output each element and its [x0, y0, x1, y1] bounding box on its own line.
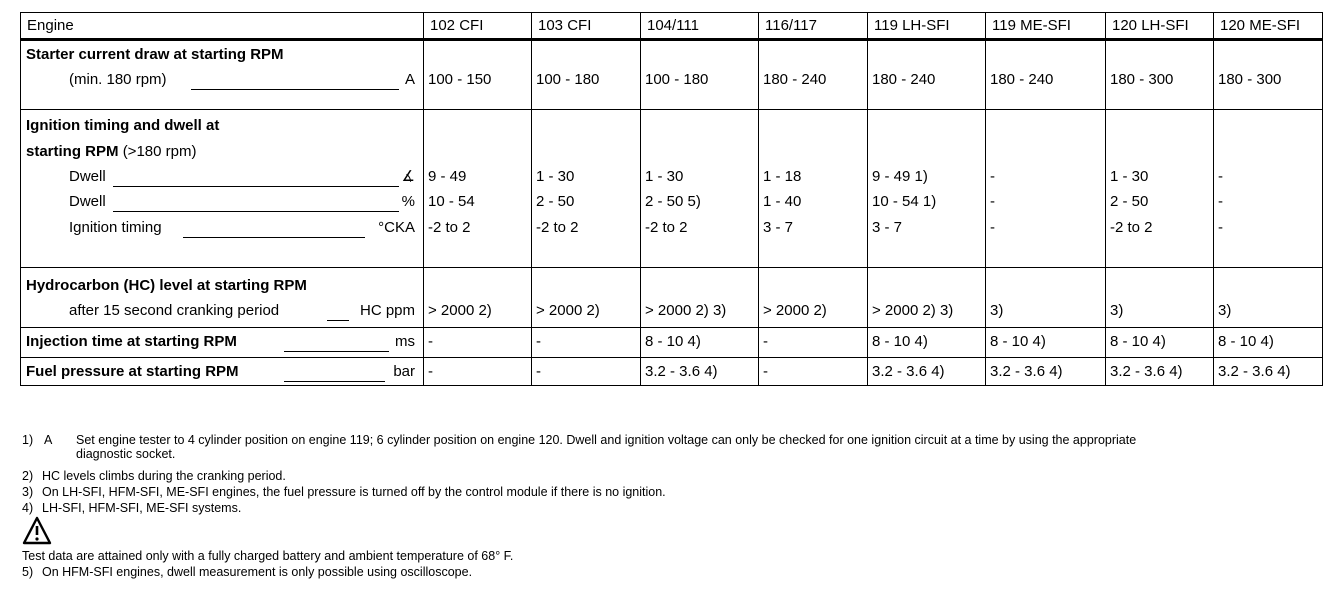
table-cell: -: [536, 333, 541, 351]
table-cell: 3.2 - 3.6 4): [645, 362, 718, 380]
dwell-angle-label: Dwell: [69, 168, 106, 186]
table-cell: 2 - 50: [1110, 193, 1149, 211]
table-cell: 8 - 10 4): [1110, 333, 1166, 351]
table-cell: 3.2 - 3.6 4): [1218, 362, 1291, 380]
table-cell: 3): [1110, 302, 1124, 320]
dwell-angle-unit: ∡: [401, 168, 415, 186]
table-cell: -: [1218, 219, 1223, 237]
footnote-number: 1): [22, 433, 34, 447]
table-cell: 100 - 150: [428, 71, 492, 89]
fuel-title: Fuel pressure at starting RPM: [26, 362, 239, 380]
footnote-number: 2): [22, 469, 34, 483]
table-cell: 180 - 240: [763, 71, 827, 89]
table-cell: -: [1218, 193, 1223, 211]
leader-line: [191, 89, 399, 90]
header-col: 119 LH-SFI: [868, 13, 986, 40]
starter-row: [21, 40, 1323, 110]
dwell-percent-label: Dwell: [69, 193, 106, 211]
starter-unit: A: [404, 71, 415, 89]
header-col: 104/111: [641, 13, 759, 40]
footnote-number: 5): [22, 565, 34, 579]
footnote-number: 3): [22, 485, 34, 499]
table-cell: > 2000 2) 3): [872, 302, 954, 320]
table-cell: -: [536, 362, 541, 380]
header-col: 119 ME-SFI: [986, 13, 1106, 40]
injection-unit: ms: [395, 333, 415, 351]
table-cell: 3): [990, 302, 1004, 320]
table-cell: 8 - 10 4): [1218, 333, 1274, 351]
table-cell: 180 - 300: [1110, 71, 1174, 89]
table-cell: 8 - 10 4): [872, 333, 928, 351]
table-cell: 10 - 54 1): [872, 193, 937, 211]
table-cell: 1 - 30: [1110, 168, 1149, 186]
table-cell: -: [428, 333, 433, 351]
table-cell: -: [763, 362, 768, 380]
injection-title: Injection time at starting RPM: [26, 333, 237, 351]
fuel-row: [21, 357, 1323, 385]
table-cell: 1 - 30: [645, 168, 684, 186]
leader-line: [183, 237, 365, 238]
table-cell: 2 - 50: [536, 193, 575, 211]
starter-label-cell: [21, 40, 424, 110]
footnote-prefix: A: [44, 433, 53, 447]
footnote-1-continued: diagnostic socket.: [76, 447, 176, 461]
injection-row: [21, 328, 1323, 357]
table-cell: -: [428, 362, 433, 380]
header-engine-label: Engine: [21, 13, 424, 40]
hc-unit: HC ppm: [359, 302, 415, 320]
table-cell: 100 - 180: [536, 71, 600, 89]
hc-title: Hydrocarbon (HC) level at starting RPM: [26, 277, 307, 295]
table-cell: 8 - 10 4): [990, 333, 1046, 351]
table-cell: -2 to 2: [645, 219, 688, 237]
header-col: 120 LH-SFI: [1106, 13, 1214, 40]
table-cell: -2 to 2: [428, 219, 471, 237]
leader-line: [113, 211, 399, 212]
table-cell: > 2000 2) 3): [645, 302, 727, 320]
leader-line: [284, 351, 389, 352]
table-cell: 100 - 180: [645, 71, 709, 89]
footnote-number: 4): [22, 501, 34, 515]
footnote-text: LH-SFI, HFM-SFI, ME-SFI systems.: [42, 501, 242, 515]
header-col: 116/117: [759, 13, 868, 40]
ignition-label-cell: [21, 110, 424, 268]
table-cell: 2 - 50 5): [645, 193, 701, 211]
table-cell: 9 - 49 1): [872, 168, 928, 186]
table-cell: -: [990, 219, 995, 237]
table-cell: 3 - 7: [763, 219, 794, 237]
ignition-title-1: Ignition timing and dwell at: [26, 117, 220, 135]
ignition-title-suffix: (>180 rpm): [122, 143, 197, 161]
engine-spec-table: [20, 12, 1323, 386]
table-cell: 1 - 40: [763, 193, 802, 211]
table-cell: > 2000 2): [428, 302, 492, 320]
table-cell: 3.2 - 3.6 4): [872, 362, 945, 380]
table-cell: 9 - 49: [428, 168, 467, 186]
ignition-timing-label: Ignition timing: [69, 219, 162, 237]
table-cell: 180 - 240: [990, 71, 1054, 89]
starter-sub: (min. 180 rpm): [69, 71, 167, 89]
header-col: 103 CFI: [532, 13, 641, 40]
table-cell: 3): [1218, 302, 1232, 320]
warning-triangle-icon: [22, 516, 52, 546]
table-cell: 180 - 240: [872, 71, 936, 89]
dwell-percent-unit: %: [401, 193, 415, 211]
hc-label-cell: [21, 268, 424, 328]
ignition-timing-unit: °CKA: [378, 219, 415, 237]
table-cell: -: [763, 333, 768, 351]
ignition-row: [21, 110, 1323, 268]
starter-title: Starter current draw at starting RPM: [26, 46, 284, 64]
table-cell: -: [990, 168, 995, 186]
header-col: 102 CFI: [424, 13, 532, 40]
footnote-text: Set engine tester to 4 cylinder position on engine 119; 6 cylinder position on engine 120. Dwell and ignition voltage can only be checked for one ignition circuit at a time by using the appropriate: [76, 433, 1137, 447]
fuel-unit: bar: [393, 362, 415, 380]
table-cell: 8 - 10 4): [645, 333, 701, 351]
table-header-row: [21, 13, 1323, 40]
header-col: 120 ME-SFI: [1214, 13, 1323, 40]
table-cell: -: [1218, 168, 1223, 186]
table-cell: 3.2 - 3.6 4): [990, 362, 1063, 380]
hc-row: [21, 268, 1323, 328]
leader-line: [327, 320, 349, 321]
leader-line: [113, 186, 399, 187]
footnote-text: On LH-SFI, HFM-SFI, ME-SFI engines, the fuel pressure is turned off by the control module if there is no ignition.: [42, 485, 666, 499]
hc-sub: after 15 second cranking period: [69, 302, 280, 320]
table-cell: > 2000 2): [763, 302, 827, 320]
table-cell: 1 - 18: [763, 168, 802, 186]
table-cell: -2 to 2: [536, 219, 579, 237]
table-cell: 180 - 300: [1218, 71, 1282, 89]
table-cell: 3.2 - 3.6 4): [1110, 362, 1183, 380]
fuel-label-cell: [21, 357, 424, 385]
table-cell: > 2000 2): [536, 302, 600, 320]
footnote-text: On HFM-SFI engines, dwell measurement is only possible using oscilloscope.: [42, 565, 473, 579]
table-cell: -: [990, 193, 995, 211]
ignition-title-2: starting RPM: [26, 143, 119, 161]
table-cell: 1 - 30: [536, 168, 575, 186]
table-cell: -2 to 2: [1110, 219, 1153, 237]
footnote-text: HC levels climbs during the cranking period.: [42, 469, 286, 483]
warning-text: Test data are attained only with a fully charged battery and ambient temperature of 68° F.: [22, 549, 514, 563]
injection-label-cell: [21, 328, 424, 357]
table-cell: 3 - 7: [872, 219, 903, 237]
leader-line: [284, 381, 385, 382]
table-cell: 10 - 54: [428, 193, 475, 211]
